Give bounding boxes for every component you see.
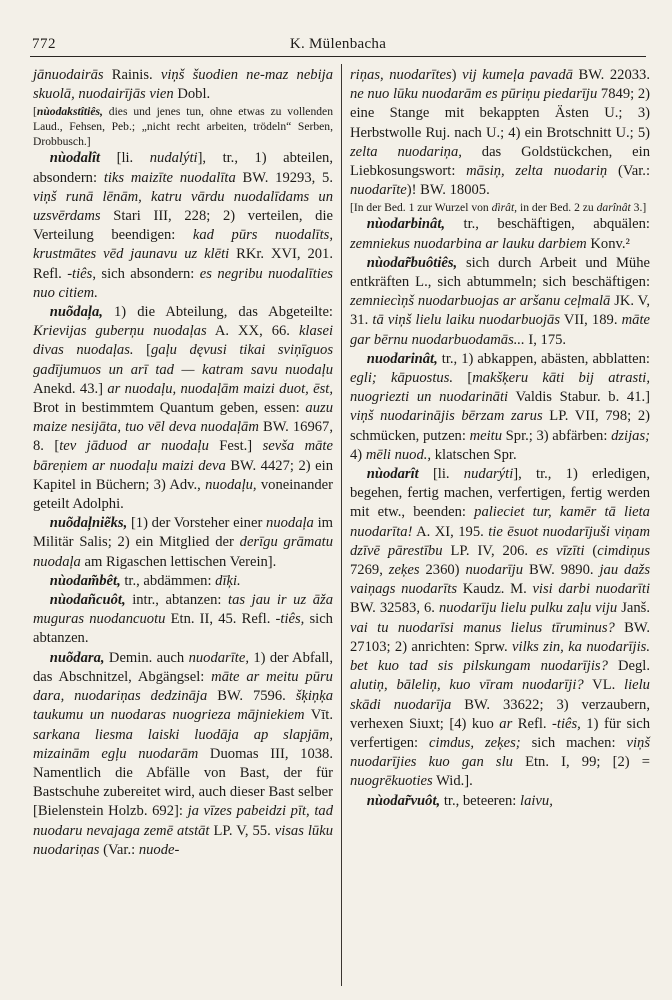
german-text: Degl. <box>607 658 650 675</box>
german-text: ], tr., 1) abteilen, absondern: <box>33 150 333 186</box>
latvian-text: sarkana liesma laiski luodāja ap slapjām, mizainām egļu nuodarām <box>33 726 333 762</box>
latvian-text: ar <box>499 715 513 732</box>
german-text: ( <box>584 542 598 559</box>
running-title: K. Mülenbacha <box>289 36 387 52</box>
german-text: Spr.; 3) abfärben: <box>502 427 612 444</box>
latvian-text: nuodarīte <box>350 182 407 199</box>
german-text: LP. V, 55. <box>209 822 275 839</box>
german-text: Etn. I, 99; [2) = <box>512 754 650 771</box>
dictionary-entry <box>33 104 333 149</box>
german-text: Konv.² <box>586 235 630 252</box>
latvian-text: auzu maize nesijāta, tuo vēl deva nuodaļām <box>33 400 333 436</box>
german-text: Valdis Stabur. b. 41.] <box>508 389 650 406</box>
column-divider <box>341 64 342 986</box>
latvian-text: viņš nuodarījies kuo gan slu <box>350 734 650 771</box>
headword: nùodalît <box>49 150 101 167</box>
dictionary-entry <box>33 649 333 860</box>
german-text: BW. 22033. <box>572 67 651 83</box>
dictionary-entry <box>350 215 650 253</box>
latvian-text: māte ar meitu pūru dara, nuodariņas dedzināja <box>33 668 333 705</box>
latvian-text: šķiņķa taukumu un nuodaras nuogrieza mājniekiem <box>33 688 333 724</box>
german-text: LP. VII, 798; 2) schmücken, putzen: <box>350 408 651 444</box>
german-text: Vīt. <box>304 707 333 724</box>
german-text: tr., beschäftigen, abquälen: <box>445 216 650 233</box>
latvian-text: zemniecìņš nuodarbuojas ar aršanu ceļmalā <box>350 293 611 310</box>
german-text: [ <box>33 105 37 119</box>
headword: nùodarbinât, <box>366 216 446 233</box>
latvian-text: zemniekus nuodarbina ar lauku darbiem <box>350 235 587 252</box>
german-text: Janš. <box>617 600 650 617</box>
german-text: 3.] <box>630 201 647 215</box>
german-text: Wid.]. <box>432 773 473 790</box>
headword: nùodar̃vuôt, <box>366 792 441 809</box>
latvian-text: nuodarīte, <box>188 649 249 666</box>
latvian-text: -tiês <box>67 265 93 282</box>
german-text: 1) der Abfall, das Abschnitzel, Abgängsel: <box>33 649 333 685</box>
german-text: dies und jenes tun, ohne etwas zu vollenden Laud., Fehsen, Peb.; „nicht recht arbeiten, trödeln“ Serben, Drobbusch.] <box>33 105 333 149</box>
left-column <box>33 66 333 860</box>
latvian-text: visi darbi nuodarīti <box>532 581 651 598</box>
german-text: BW. 7596. <box>207 688 296 705</box>
latvian-text: zelta nuodariņa, <box>350 143 462 160</box>
latvian-text: sevša māte bāreņiem ar nuodaļu maizi deva <box>33 438 333 474</box>
german-text: BW. 19293, 5. <box>235 169 334 186</box>
dictionary-entry <box>33 149 333 303</box>
latvian-text: dìrât, <box>491 201 518 215</box>
headword: nuõdaļa, <box>49 304 103 321</box>
german-text: , sich absondern: <box>92 265 200 282</box>
latvian-text: alutiņ, bāleliņ, kuo vīram nuodarīji? <box>350 677 584 694</box>
german-text: Fest.] <box>208 438 263 455</box>
dictionary-entry <box>33 66 333 104</box>
latvian-text: ar nuodaļu, nuodaļām <box>107 380 239 397</box>
dictionary-entry <box>350 254 650 350</box>
latvian-text: dīķi. <box>215 572 241 589</box>
latvian-text: viņš nuodarinājis bērzam zarus <box>350 408 543 425</box>
latvian-text: nudalýti <box>149 150 198 167</box>
german-text: am Rigaschen lettischen Verein]. <box>80 553 277 570</box>
latvian-text: vilks zin, ka nuodarījis. bet kuo tad sis pilskungam nuodarījis? <box>350 638 650 675</box>
german-text: Stari III, 228; 2) verteilen, die Verteilung beendigen: <box>33 208 333 244</box>
german-text: klatschen Spr. <box>431 446 517 463</box>
latvian-text: viņš šuodien ne-maz nebija skuolā, nuodairījās vien <box>33 67 334 103</box>
latvian-text: tie ēsuot nuodarījuši viņam dzīvē pārestību <box>350 523 650 559</box>
latvian-text: mēli nuod., <box>365 446 432 463</box>
latvian-text: riņas, nuodarītes <box>350 67 452 83</box>
page-header <box>30 34 646 57</box>
latvian-text: maizi duot, ēst, <box>243 380 333 397</box>
german-text: Etn. II, 45. Refl. <box>165 611 276 628</box>
german-text: Kaudz. M. <box>457 581 533 598</box>
german-text: BW. 9890. <box>523 562 600 579</box>
latvian-text: darînât <box>596 201 631 215</box>
dictionary-entry <box>350 465 650 791</box>
german-text: (Var.: <box>607 163 650 180</box>
german-text: Demin. auch <box>104 649 189 666</box>
latvian-text: jānuodairās <box>33 67 104 83</box>
latvian-text: nuogrēkuoties <box>350 773 433 790</box>
latvian-text: kad pūrs nuodalīts, krustmātes vēd jaunavu uz klēti <box>33 227 333 263</box>
german-text: 4) <box>350 446 366 463</box>
latvian-text: -tiês, <box>552 715 581 732</box>
latvian-text: dzijas; <box>611 427 650 444</box>
german-text: tr., beteeren: <box>440 792 521 809</box>
german-text: Brot in bestimmtem Quantum geben, essen: <box>33 400 306 417</box>
german-text: ], tr., 1) erledigen, begehen, fertig machen, verfertigen, fertig werden mit etw., beenden: <box>350 466 650 521</box>
german-text: BW. 33622; 3) verzaubern, verhexen Siuxt; [4) kuo <box>350 696 650 732</box>
german-text: sich durch Arbeit und Mühe entkräften L., sich abtummeln; sich beschäftigen: <box>350 254 650 291</box>
german-text: 1) für sich verfertigen: <box>350 715 650 751</box>
german-text: intr., abtanzen: <box>125 592 229 609</box>
latvian-text: vij kumeļa pavadā <box>462 67 573 83</box>
latvian-text: egli; kāpuostus. <box>350 370 454 387</box>
german-text: 7849; 2) eine Stange mit bekappten Ästen U.; 3) Herbstwolle Ruj. nach U.; 4) ein Brotschnitt U.; 5) <box>350 86 650 141</box>
german-text: )! BW. 18005. <box>406 182 490 199</box>
german-text: Dobl. <box>173 86 211 103</box>
german-text: Duomas III, 1038. Namentlich die Abfälle von Bast, der für Bastschuhe zubereitet wird, auch dieser Bast selber [Bielenstein Holzb. 692]: <box>33 745 333 820</box>
german-text: im Militär Salis; 2) ein Mitglied der <box>33 515 333 551</box>
german-text: JK. V, 31. <box>350 293 650 329</box>
latvian-text: māsiņ, zelta nuodariņ <box>466 163 608 180</box>
latvian-text: lielu skādi nuodarīja <box>350 677 650 713</box>
latvian-text: visas lūku nuodariņas <box>33 822 334 858</box>
dictionary-entry <box>33 514 333 572</box>
latvian-text: palieciet tur, kamēr tā lieta nuodarīta! <box>350 504 650 540</box>
latvian-text: makšķeru kāti bij atrasti, nuogriezti un nuodarināti <box>350 370 650 406</box>
german-text: sich machen: <box>520 734 627 751</box>
latvian-text: jau dažs vaiņags nuodarīts <box>350 562 650 598</box>
german-text: [ <box>453 370 473 387</box>
dictionary-entry <box>350 66 650 200</box>
dictionary-entry <box>350 792 650 811</box>
latvian-text: cimdiņus <box>597 542 650 559</box>
latvian-text: derīgu grāmatu nuodaļa <box>33 534 333 570</box>
german-text: 1) die Abteilung, das Abgeteilte: <box>102 304 333 321</box>
latvian-text: gaļu dęvusi tikai sviņīguos gadījumuos un arī tad — katram savu nuodaļu <box>33 342 333 378</box>
latvian-text: nuodaļa <box>266 515 314 532</box>
headword: nùodañcuôt, <box>49 592 126 609</box>
latvian-text: nuodaļu, <box>205 476 257 493</box>
headword: nuõdara, <box>49 649 105 666</box>
german-text: BW. 4427; 2) ein Kapitel in Büchern; 3) Adv., <box>33 457 334 493</box>
latvian-text: es vīzīti <box>536 542 585 559</box>
latvian-text: tā viņš lielu laiku nuodarbuojās <box>372 312 561 329</box>
german-text: (Var.: <box>99 841 139 858</box>
latvian-text: nuode- <box>138 841 180 858</box>
german-text: 2360) <box>419 562 466 579</box>
german-text: 7269, <box>350 562 389 579</box>
german-text: [In der Bed. 1 zur Wurzel von <box>350 201 492 215</box>
headword: nuõdaļniẽks, <box>49 515 128 532</box>
dictionary-entry <box>350 200 650 215</box>
latvian-text: vai tu nuodarīsi manus lielus tīruminus? <box>350 619 615 636</box>
german-text: das Goldstückchen, ein Liebkosungswort: <box>350 143 651 180</box>
headword: nùodar̃buôtiês, <box>366 254 458 271</box>
german-text: VII, 189. <box>560 312 622 329</box>
german-text: I, 175. <box>524 331 567 348</box>
german-text: LP. IV, 206. <box>442 542 537 559</box>
german-text: sich abtanzen. <box>33 611 333 647</box>
latvian-text: tiks maizīte nuodalīta <box>103 169 236 186</box>
german-text: in der Bed. 2 zu <box>517 201 597 215</box>
latvian-text: Krievijas guberņu nuodaļas <box>33 323 207 340</box>
page-number: 772 <box>32 36 56 52</box>
german-text: A. XI, 195. <box>412 523 489 540</box>
german-text: voneinander geteilt Adolphi. <box>33 476 333 513</box>
german-text: RKr. XVI, 201. Refl. <box>33 246 333 282</box>
german-text: ) <box>451 67 463 83</box>
german-text: [1) der Vorsteher einer <box>127 515 267 532</box>
latvian-text: -tiês, <box>275 611 305 628</box>
german-text: Anekd. 43.] <box>33 380 108 397</box>
german-text: BW. 32583, 6. <box>350 600 439 617</box>
latvian-text: cimdus, zeķes; <box>429 734 521 751</box>
latvian-text: māte gar bērnu nuodarbuodamās... <box>350 312 650 348</box>
latvian-text: ne nuo lūku nuodarām es pūriņu piedarīju <box>350 86 598 103</box>
latvian-text: es negribu nuodalīties nuo citiem. <box>33 265 333 301</box>
latvian-text: nuodarīju lielu pulku zaļu viju <box>438 600 618 617</box>
right-column <box>350 66 650 811</box>
dictionary-entry <box>33 572 333 591</box>
german-text: A. XX, 66. <box>206 323 299 340</box>
german-text: VL. <box>583 677 625 694</box>
latvian-text: laivu, <box>520 792 553 809</box>
latvian-text: nuodarīju <box>465 562 524 579</box>
german-text: BW. 16967, 8. [ <box>33 419 333 455</box>
latvian-text: viņš runā lēnām, katru vārdu nuodalīdams un uzsvērdams <box>33 188 333 225</box>
dictionary-entry <box>33 303 333 514</box>
german-text: Rainis. <box>103 67 161 83</box>
german-text: Refl. <box>512 715 553 732</box>
german-text: [li. <box>418 466 464 483</box>
german-text: [li. <box>100 150 150 167</box>
latvian-text: zeķes <box>388 562 420 579</box>
headword: nùodarît <box>366 466 419 483</box>
latvian-text: ja vīzes pabeidzi pīt, tad nuodaru nevajaga zemē atstāt <box>33 803 333 839</box>
latvian-text: meitu <box>469 427 503 444</box>
german-text: tr., abdämmen: <box>120 572 216 589</box>
headword: nuodarinât, <box>366 350 438 367</box>
dictionary-entry <box>33 591 333 649</box>
latvian-text: klasei divas nuodaļas. <box>33 323 333 359</box>
german-text: BW. 27103; 2) anrichten: Sprw. <box>350 619 650 655</box>
latvian-text: tev jāduod ar nuodaļu <box>59 438 209 455</box>
latvian-text: tas jau ir uz āža muguras nuodancuotu <box>33 592 333 628</box>
dictionary-entry <box>350 350 650 465</box>
german-text: tr., 1) abkappen, abästen, abblatten: <box>437 350 650 367</box>
latvian-text: nudarýti <box>463 466 514 483</box>
headword: nùodam̃bêt, <box>49 572 121 589</box>
german-text: [ <box>133 342 151 359</box>
headword: nùodakstîtiês, <box>36 105 103 119</box>
